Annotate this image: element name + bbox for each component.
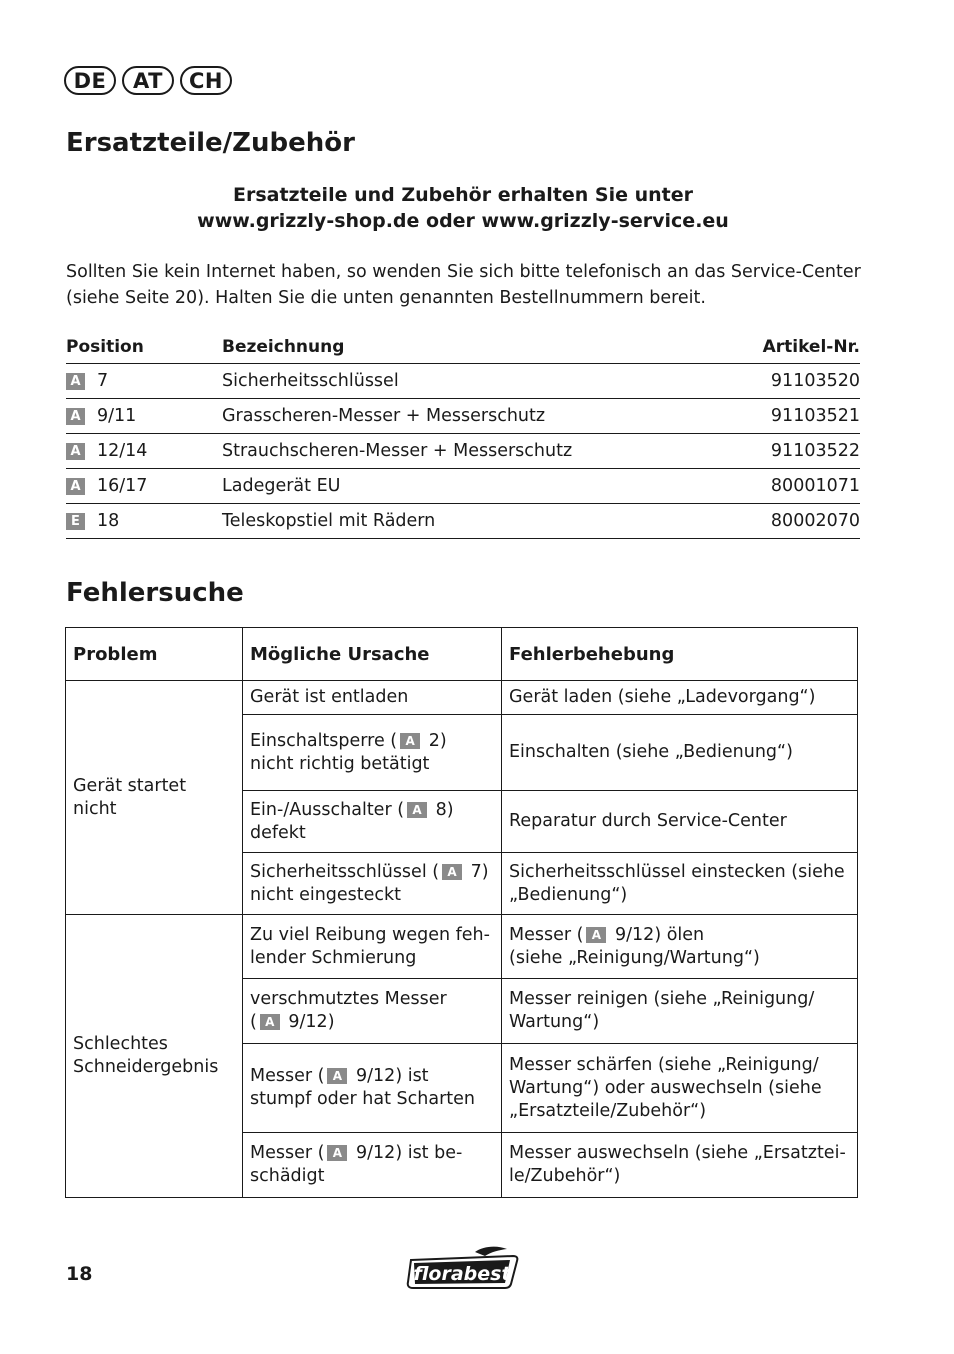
cell-text: defekt <box>250 822 306 843</box>
cell-line <box>250 753 494 776</box>
position-badge: A <box>66 373 85 390</box>
position-cell <box>66 364 222 399</box>
cell-line <box>509 1142 850 1165</box>
article-cell: 91103520 <box>721 364 860 399</box>
cell-text: Messer auswechseln (siehe „Ersatztei- <box>509 1143 846 1163</box>
cause-cell <box>243 715 502 791</box>
article-cell: 91103522 <box>721 434 860 469</box>
table-row <box>66 469 860 504</box>
reference-badge: A <box>442 864 462 880</box>
troubleshooting-rows <box>66 681 858 1198</box>
country-tag-at: AT <box>122 66 174 95</box>
column-header-cause: Mögliche Ursache <box>243 628 502 681</box>
position-cell <box>66 399 222 434</box>
cell-text: Gerät ist entladen <box>250 687 409 707</box>
cell-text: Einschaltsperre ( <box>250 730 398 751</box>
cell-line <box>509 1165 850 1188</box>
cell-line <box>250 1165 494 1188</box>
name-cell: Grasscheren-Messer + Messerschutz <box>222 399 721 434</box>
cell-line <box>509 1011 850 1034</box>
table-row <box>66 399 860 434</box>
cell-line <box>509 947 850 970</box>
spare-parts-notice <box>66 182 860 234</box>
cell-text: nicht richtig betätigt <box>250 753 430 774</box>
cell-line <box>509 1077 850 1100</box>
cell-line <box>509 1100 850 1123</box>
cell-line <box>250 988 494 1011</box>
problem-cell <box>66 681 243 915</box>
article-cell: 80001071 <box>721 469 860 504</box>
problem-cell <box>66 915 243 1198</box>
cell-text: „Bedienung“) <box>509 884 628 905</box>
cell-text: Sicherheitsschlüssel ( <box>250 861 440 882</box>
cell-text: stumpf oder hat Scharten <box>250 1089 475 1109</box>
cell-line <box>509 884 850 907</box>
cell-text: 9/12) ölen <box>609 924 705 945</box>
cell-text: 7) <box>465 861 489 882</box>
intro-line-2: (siehe Seite 20). Halten Sie die unten genannten Bestellnummern bereit. <box>66 288 706 308</box>
table-row <box>66 915 858 979</box>
position-cell <box>66 504 222 539</box>
cell-text: Gerät laden (siehe „Ladevorgang“) <box>509 687 816 707</box>
reference-badge: A <box>327 1145 347 1161</box>
cell-line <box>250 1142 494 1165</box>
cell-line <box>250 1088 494 1111</box>
table-row <box>66 434 860 469</box>
cause-cell <box>243 681 502 715</box>
cell-line <box>250 884 494 907</box>
cell-text: „Ersatzteile/Zubehör“) <box>509 1100 707 1121</box>
cell-line <box>509 686 850 709</box>
position-number: 16/17 <box>97 476 148 496</box>
cell-line <box>250 924 494 947</box>
name-cell: Ladegerät EU <box>222 469 721 504</box>
cell-text: Wartung“) oder auswechseln (siehe <box>509 1077 822 1098</box>
cell-text: Messer ( <box>250 1066 325 1086</box>
cell-text: Messer ( <box>509 924 584 945</box>
spare-parts-rows <box>66 364 860 539</box>
cell-line <box>250 1065 494 1088</box>
cell-text: 9/12) ist be- <box>350 1143 463 1163</box>
cell-text: nicht eingesteckt <box>250 884 402 905</box>
cell-text: 2) <box>423 730 447 751</box>
troubleshooting-table <box>65 627 858 1198</box>
cell-text: 9/12) <box>282 1012 335 1032</box>
cell-text: le/Zubehör“) <box>509 1166 621 1186</box>
cell-text: ( <box>250 1012 257 1032</box>
logo-text: florabest <box>413 1263 511 1285</box>
notice-line-1: Ersatzteile und Zubehör erhalten Sie unter <box>232 184 694 206</box>
position-badge: E <box>66 513 85 530</box>
table-row <box>66 364 860 399</box>
cell-text: lender Schmierung <box>250 947 417 968</box>
fix-cell <box>502 681 858 715</box>
reference-badge: A <box>327 1068 347 1084</box>
cause-cell <box>243 979 502 1044</box>
cell-text: 8) <box>430 799 454 820</box>
position-cell <box>66 434 222 469</box>
name-cell: Strauchscheren-Messer + Messerschutz <box>222 434 721 469</box>
position-badge: A <box>66 478 85 495</box>
cell-text: Messer reinigen (siehe „Reinigung/ <box>509 989 815 1009</box>
cause-cell <box>243 1044 502 1133</box>
cell-line <box>250 799 494 822</box>
cell-line <box>509 810 850 833</box>
reference-badge: A <box>586 927 606 943</box>
cell-line <box>250 1011 494 1034</box>
article-cell: 80002070 <box>721 504 860 539</box>
cause-cell <box>243 915 502 979</box>
cell-text: Reparatur durch Service-Center <box>509 811 787 831</box>
position-number: 18 <box>97 511 120 531</box>
cell-text: Messer schärfen (siehe „Reinigung/ <box>509 1054 819 1075</box>
cause-cell <box>243 791 502 853</box>
fix-cell <box>502 1044 858 1133</box>
article-cell: 91103521 <box>721 399 860 434</box>
troubleshooting-title: Fehlersuche <box>66 578 244 608</box>
position-number: 12/14 <box>97 441 148 461</box>
country-tag-de: DE <box>64 66 116 95</box>
table-row <box>66 681 858 715</box>
cause-cell <box>243 1133 502 1198</box>
fix-cell <box>502 715 858 791</box>
cell-line <box>509 1054 850 1077</box>
column-header-article: Artikel-Nr. <box>721 330 860 364</box>
cell-text: (siehe „Reinigung/Wartung“) <box>509 947 760 968</box>
cell-text: Sicherheitsschlüssel einstecken (siehe <box>509 861 845 882</box>
problem-text: Schlechtes Schneidergebnis <box>73 1034 219 1077</box>
name-cell: Sicherheitsschlüssel <box>222 364 721 399</box>
cell-text: verschmutztes Messer <box>250 989 447 1009</box>
cell-text: Messer ( <box>250 1143 325 1163</box>
country-tags <box>64 66 232 95</box>
cell-text: Zu viel Reibung wegen feh- <box>250 924 490 945</box>
table-row <box>66 504 860 539</box>
country-tag-ch: CH <box>180 66 232 95</box>
spare-parts-table <box>66 330 860 539</box>
position-badge: A <box>66 408 85 425</box>
spare-parts-header-row <box>66 330 860 364</box>
fix-cell <box>502 853 858 915</box>
spare-parts-title: Ersatzteile/Zubehör <box>66 128 355 158</box>
troubleshooting-header-row <box>66 628 858 681</box>
intro-line-1: Sollten Sie kein Internet haben, so wenden Sie sich bitte telefonisch an das Service-Center <box>66 262 861 282</box>
cell-line <box>250 730 494 753</box>
cell-line <box>509 741 850 764</box>
fix-cell <box>502 915 858 979</box>
column-header-name: Bezeichnung <box>222 330 721 364</box>
reference-badge: A <box>407 802 427 818</box>
reference-badge: A <box>260 1014 280 1030</box>
notice-line-2: www.grizzly-shop.de oder www.grizzly-service.eu <box>197 210 729 232</box>
fix-cell <box>502 1133 858 1198</box>
cause-cell <box>243 853 502 915</box>
reference-badge: A <box>400 733 420 749</box>
position-cell <box>66 469 222 504</box>
cell-text: Wartung“) <box>509 1012 600 1032</box>
cell-line <box>250 947 494 970</box>
problem-text: Gerät startet nicht <box>73 775 187 819</box>
cell-line <box>509 988 850 1011</box>
name-cell: Teleskopstiel mit Rädern <box>222 504 721 539</box>
cell-text: Einschalten (siehe „Bedienung“) <box>509 742 793 762</box>
fix-cell <box>502 791 858 853</box>
column-header-position: Position <box>66 330 222 364</box>
position-badge: A <box>66 443 85 460</box>
cell-line <box>250 861 494 884</box>
page-number: 18 <box>66 1263 93 1285</box>
cell-line <box>509 924 850 947</box>
cell-text: schädigt <box>250 1166 325 1186</box>
fix-cell <box>502 979 858 1044</box>
cell-line <box>509 861 850 884</box>
column-header-problem: Problem <box>66 628 243 681</box>
cell-text: Ein-/Ausschalter ( <box>250 799 405 820</box>
position-number: 9/11 <box>97 406 137 426</box>
position-number: 7 <box>97 371 109 391</box>
cell-text: 9/12) ist <box>350 1066 429 1086</box>
column-header-fix: Fehlerbehebung <box>502 628 858 681</box>
spare-parts-intro <box>66 259 866 311</box>
cell-line <box>250 822 494 845</box>
cell-line <box>250 686 494 709</box>
florabest-logo <box>405 1246 519 1290</box>
